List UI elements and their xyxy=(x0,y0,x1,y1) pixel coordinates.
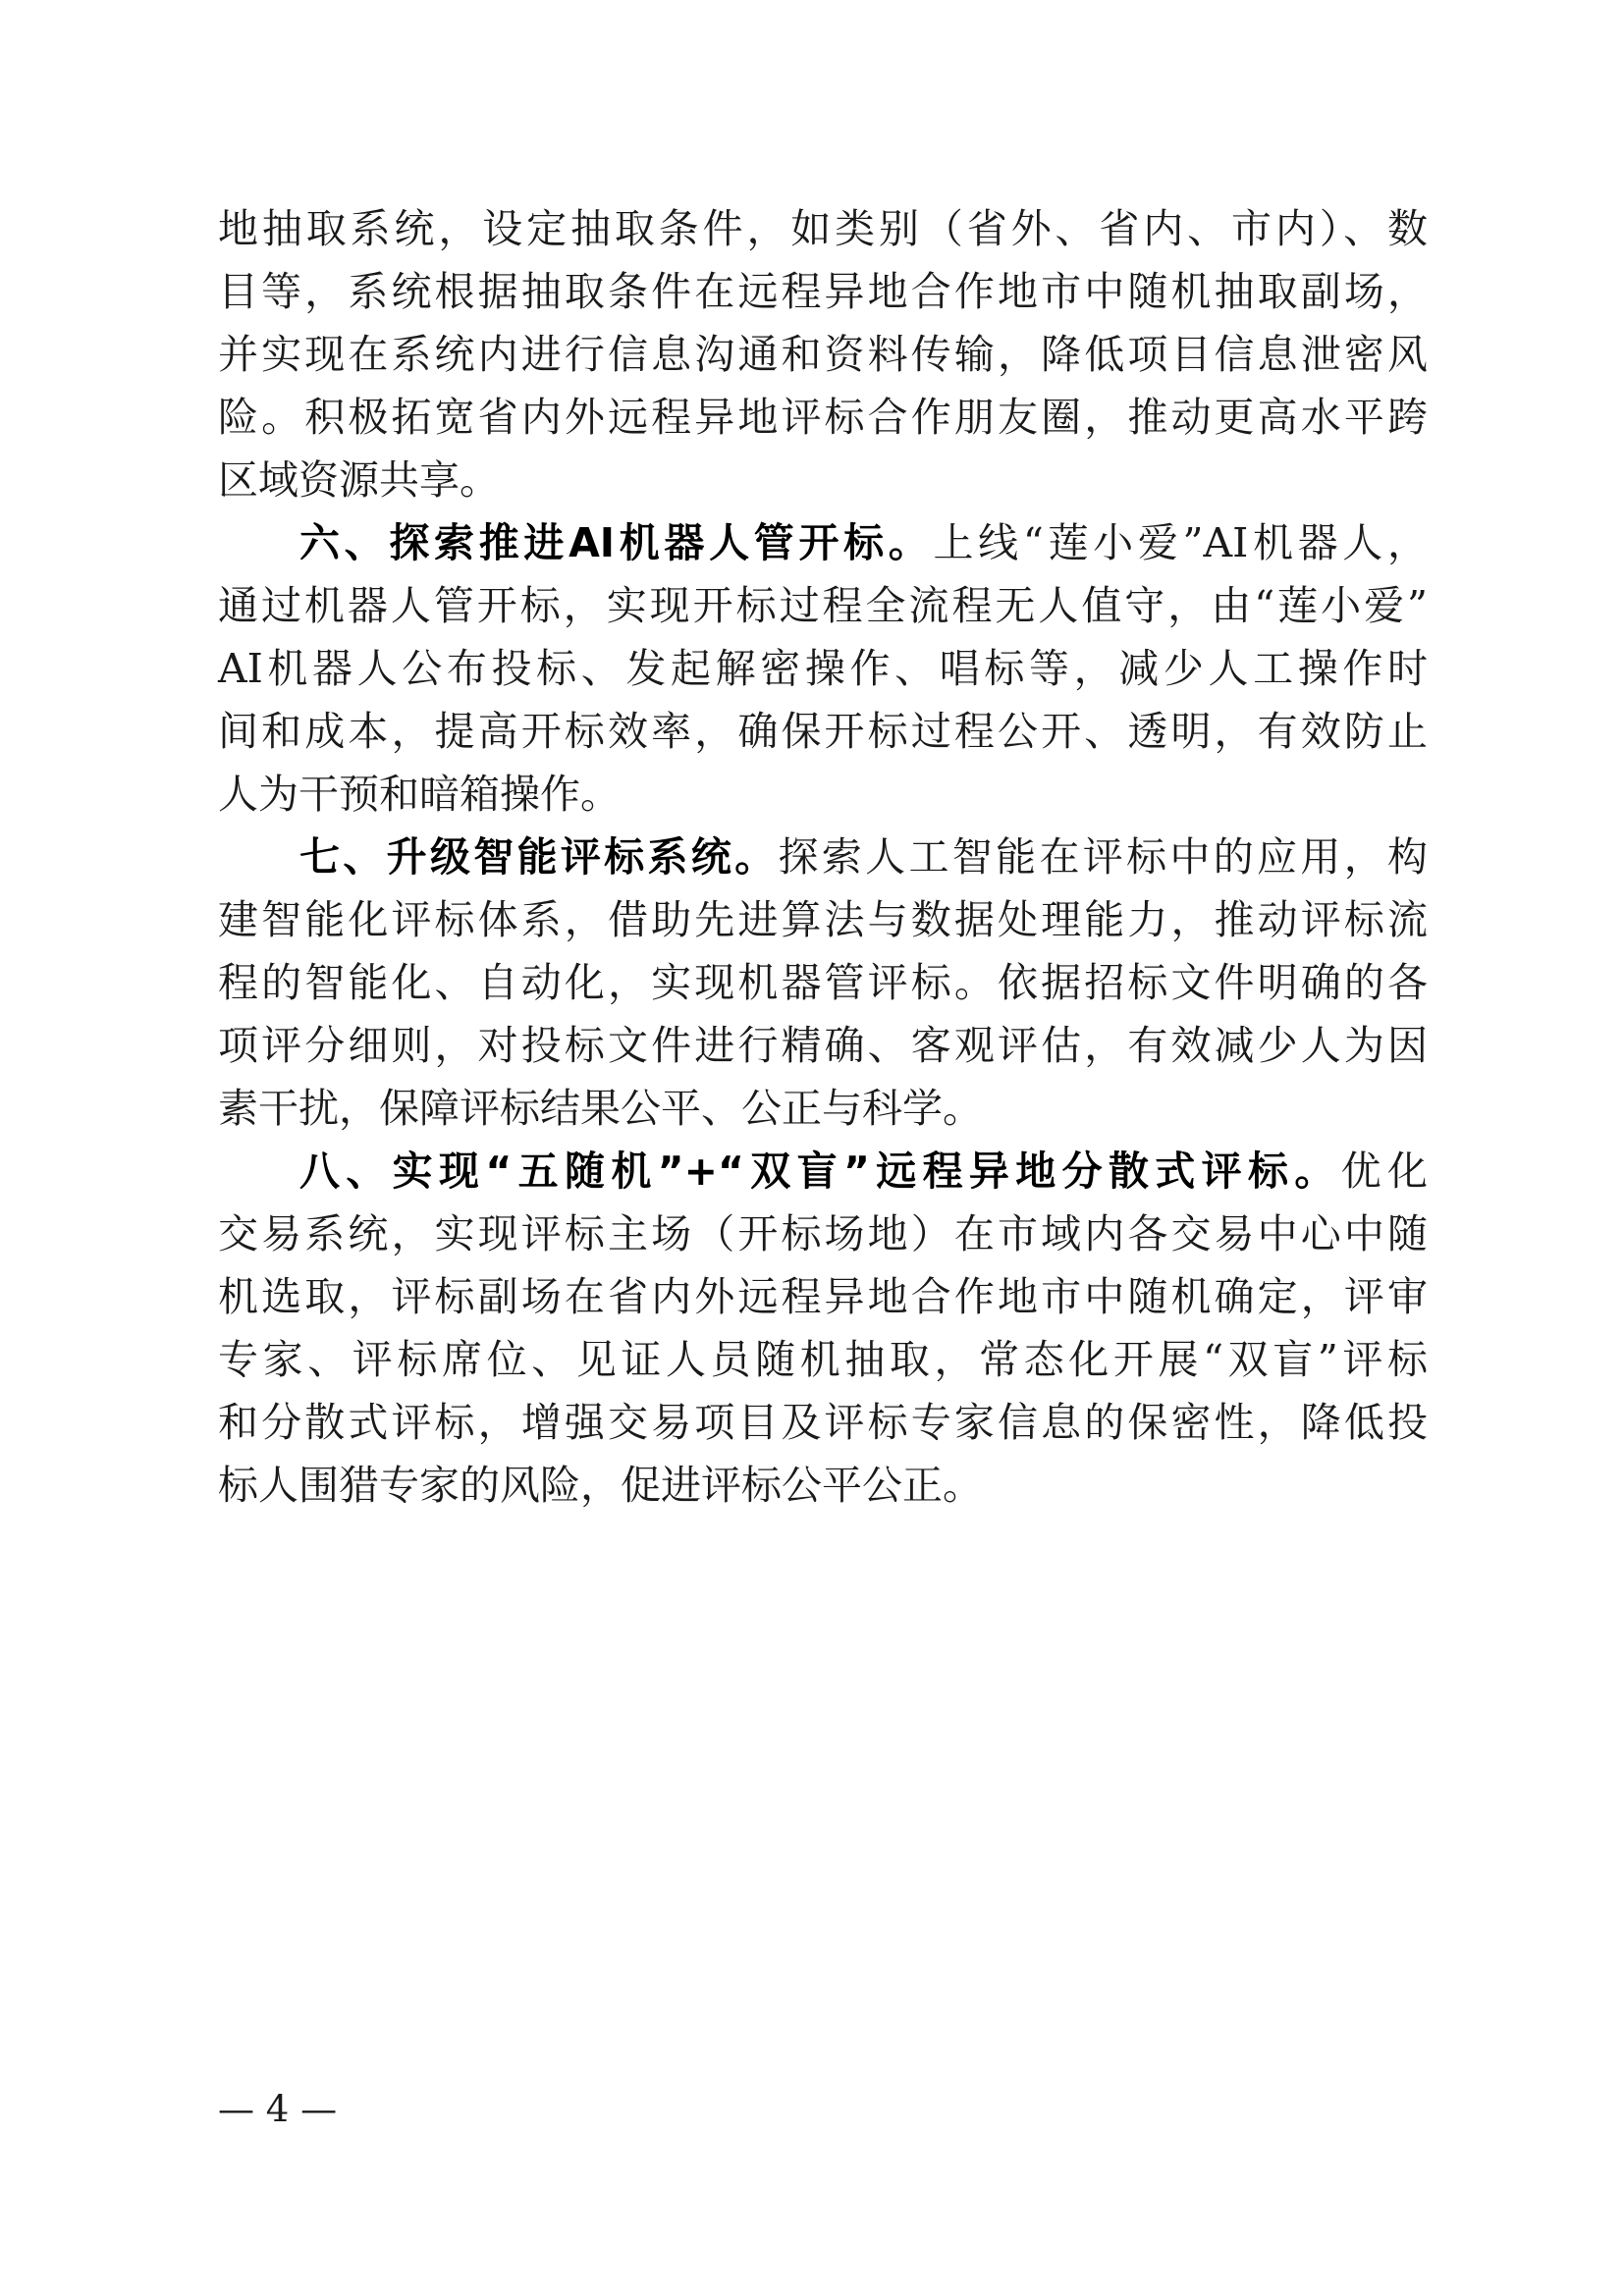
section-7-first-line-text: 探索人工智能在评标中的应用，构 xyxy=(778,833,1429,881)
section-7-line: 程的智能化、自动化，实现机器管评标。依据招标文件明确的各 xyxy=(218,959,1428,1006)
section-6-line: 人为干预和暗箱操作。 xyxy=(218,771,621,818)
section-6-first-line xyxy=(299,513,1428,572)
section-6-line: 通过机器人管开标，实现开标过程全流程无人值守，由“莲小爱” xyxy=(218,582,1428,629)
paragraph-line: 目等，系统根据抽取条件在远程异地合作地市中随机抽取副场， xyxy=(218,268,1428,315)
section-8-line: 专家、评标席位、见证人员随机抽取，常态化开展“双盲”评标 xyxy=(218,1336,1428,1383)
section-7-line: 建智能化评标体系，借助先进算法与数据处理能力，推动评标流 xyxy=(218,896,1428,943)
section-7-line: 项评分细则，对投标文件进行精确、客观评估，有效减少人为因 xyxy=(218,1022,1428,1069)
section-6-heading: 六、探索推进AI机器人管开标。 xyxy=(299,519,934,566)
paragraph-line: 并实现在系统内进行信息沟通和资料传输，降低项目信息泄密风 xyxy=(218,331,1428,378)
section-7-first-line xyxy=(299,828,1428,886)
section-8-line: 标人围猎专家的风险，促进评标公平公正。 xyxy=(218,1462,983,1509)
section-6-line: 间和成本，提高开标效率，确保开标过程公开、透明，有效防止 xyxy=(218,708,1428,755)
paragraph-line: 区域资源共享。 xyxy=(218,456,500,504)
paragraph-line: 险。积极拓宽省内外远程异地评标合作朋友圈，推动更高水平跨 xyxy=(218,394,1428,441)
section-6-line: AI机器人公布投标、发起解密操作、唱标等，减少人工操作时 xyxy=(218,645,1428,692)
section-8-heading: 八、实现“五随机”+“双盲”远程异地分散式评标。 xyxy=(299,1148,1341,1195)
section-7-heading: 七、升级智能评标系统。 xyxy=(299,833,779,881)
section-7-line: 素干扰，保障评标结果公平、公正与科学。 xyxy=(218,1085,983,1132)
section-8-first-line xyxy=(299,1142,1428,1201)
section-6-first-line-text: 上线“莲小爱”AI机器人， xyxy=(933,519,1428,566)
paragraph-line: 地抽取系统，设定抽取条件，如类别（省外、省内、市内）、数 xyxy=(218,205,1428,252)
section-8-line: 和分散式评标，增强交易项目及评标专家信息的保密性，降低投 xyxy=(218,1399,1428,1446)
page-number: — 4 — xyxy=(218,2088,338,2130)
section-8-first-line-text: 优化 xyxy=(1340,1148,1428,1195)
section-8-line: 机选取，评标副场在省内外远程异地合作地市中随机确定，评审 xyxy=(218,1273,1428,1320)
section-8-line: 交易系统，实现评标主场（开标场地）在市域内各交易中心中随 xyxy=(218,1210,1428,1257)
